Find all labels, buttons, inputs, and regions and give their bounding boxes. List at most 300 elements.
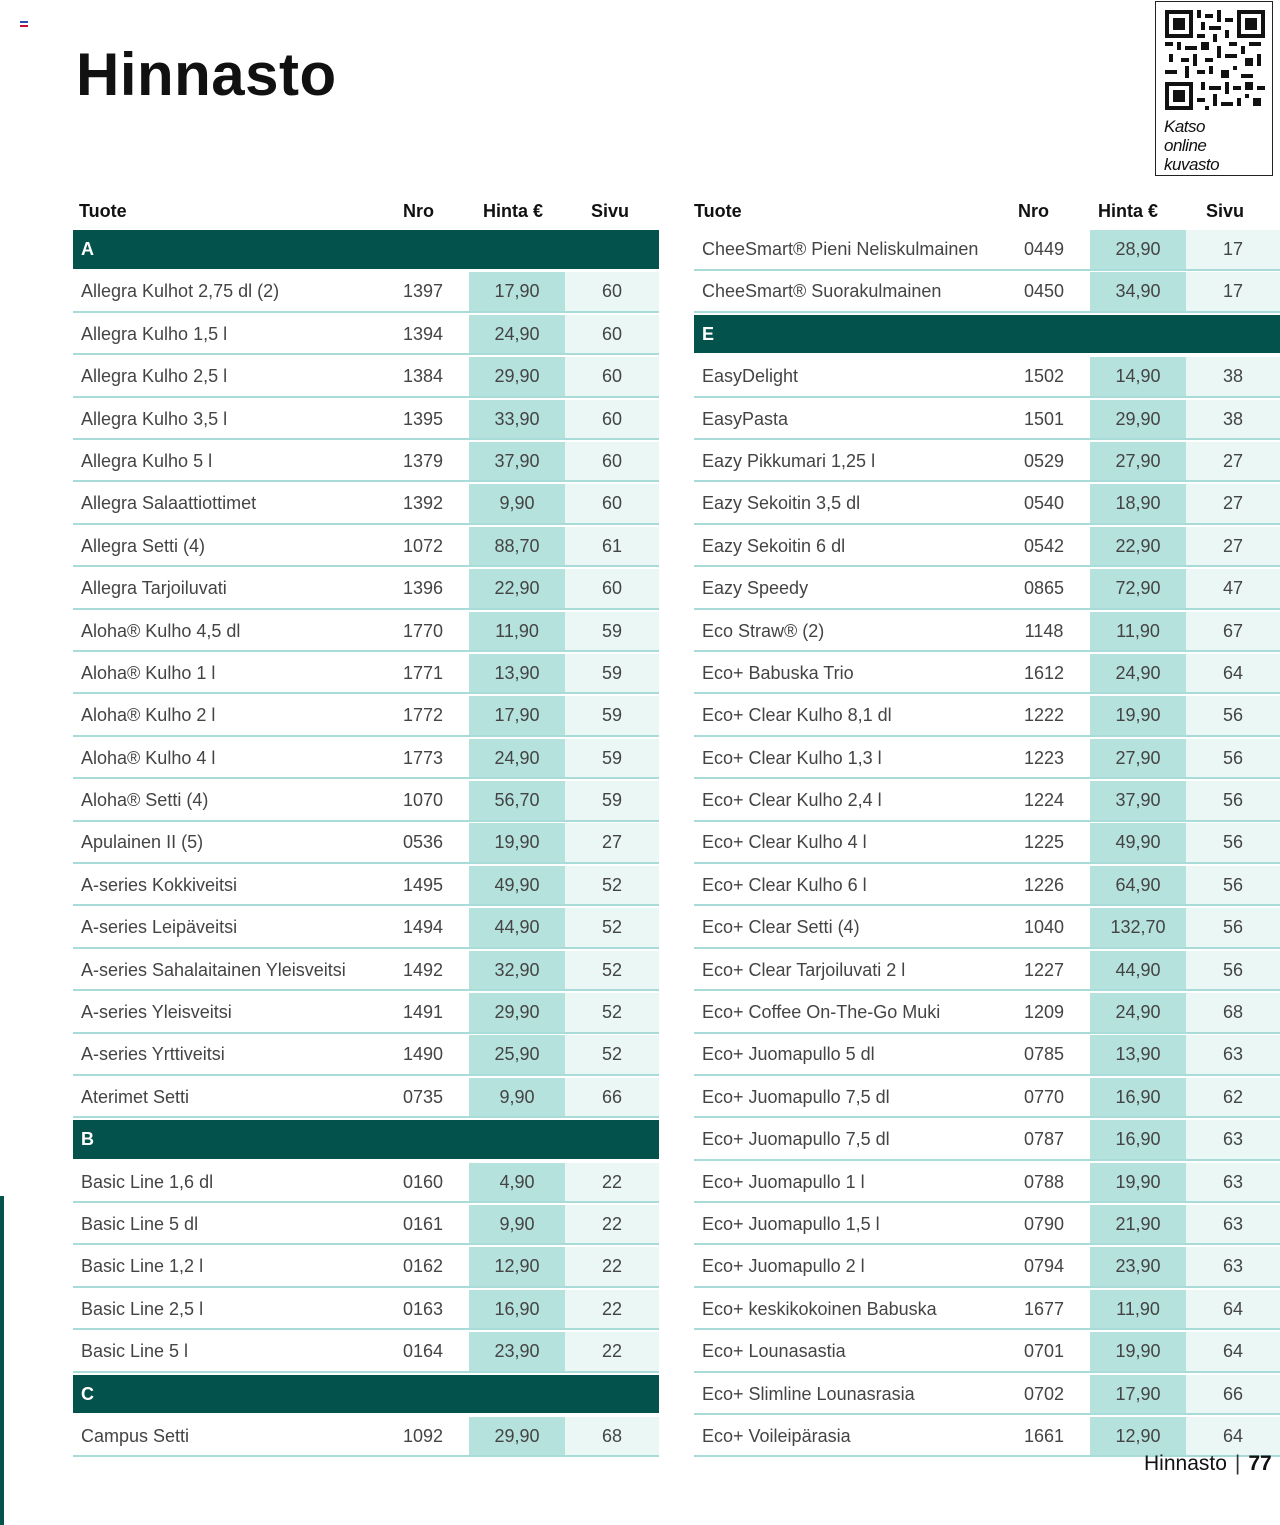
price-cell: 25,90 [469,1035,565,1074]
product-cell: A-series Yrttiveitsi [81,1044,225,1065]
price-cell: 49,90 [469,866,565,905]
product-cell: Eco+ Clear Setti (4) [702,917,860,938]
price-cell: 56,70 [469,781,565,820]
table-row [73,696,659,737]
qr-code-link[interactable] [1155,1,1273,176]
page-cell: 56 [1186,823,1280,862]
number-cell: 1227 [1023,959,1065,980]
price-cell: 13,90 [469,654,565,693]
section-letter: B [81,1129,94,1150]
page-cell: 59 [565,696,659,735]
product-cell: Eco+ Slimline Lounasrasia [702,1383,915,1404]
page-cell: 22 [565,1205,659,1244]
number-cell: 1392 [402,493,444,514]
product-cell: Allegra Kulho 1,5 l [81,323,228,344]
number-cell: 1397 [402,281,444,302]
header-page: Sivu [1206,201,1245,221]
product-cell: A-series Kokkiveitsi [81,874,238,895]
product-cell: Allegra Kulho 5 l [81,450,213,471]
page-cell: 56 [1186,781,1280,820]
table-row [694,993,1280,1034]
price-cell: 22,90 [469,569,565,608]
table-row [694,781,1280,822]
page-cell: 52 [565,951,659,990]
header-page: Sivu [591,201,630,221]
table-header [694,195,1280,230]
price-cell: 24,90 [1090,993,1186,1032]
table-row [73,654,659,695]
page-cell: 56 [1186,951,1280,990]
flag-icon [20,21,28,27]
number-cell: 0542 [1023,535,1065,556]
table-body [73,230,659,1457]
price-cell: 32,90 [469,951,565,990]
product-cell: Eco+ Babuska Trio [702,662,854,683]
number-cell: 0536 [402,832,444,853]
price-cell: 16,90 [1090,1120,1186,1159]
table-row [73,484,659,525]
page-cell: 22 [565,1247,659,1286]
page-cell: 61 [565,527,659,566]
product-cell: Basic Line 1,2 l [81,1256,204,1277]
number-cell: 1379 [402,450,444,471]
product-cell: Eazy Sekoitin 6 dl [702,535,846,556]
page-cell: 59 [565,654,659,693]
product-cell: Allegra Kulho 2,5 l [81,366,228,387]
section-letter: E [702,323,715,344]
number-cell: 1771 [402,662,444,683]
number-cell: 0788 [1023,1171,1065,1192]
table-row [73,612,659,653]
product-cell: CheeSmart® Pieni Neliskulmainen [702,239,979,259]
price-cell: 37,90 [469,442,565,481]
table-row [694,908,1280,949]
number-cell: 1070 [402,790,444,811]
section-header [73,1375,659,1414]
price-cell: 29,90 [469,1417,565,1456]
price-cell: 132,70 [1090,908,1186,947]
page-cell: 56 [1186,908,1280,947]
product-cell: Eco+ Coffee On-The-Go Muki [702,1002,941,1023]
price-cell: 19,90 [469,823,565,862]
table-row [694,1375,1280,1416]
table-row [694,1035,1280,1076]
product-cell: Eco+ Clear Kulho 2,4 l [702,790,882,811]
number-cell: 1209 [1023,1002,1065,1023]
number-cell: 1092 [402,1425,444,1446]
page-cell: 56 [1186,739,1280,778]
number-cell: 1384 [402,366,444,387]
price-cell: 11,90 [1090,1290,1186,1329]
product-cell: Eco+ Juomapullo 7,5 dl [702,1086,890,1107]
product-cell: Aloha® Kulho 4 l [81,747,216,768]
number-cell: 1395 [402,408,444,429]
page-title: Hinnasto [76,41,337,108]
price-cell: 17,90 [469,272,565,311]
price-cell: 22,90 [1090,527,1186,566]
number-cell: 0161 [402,1213,444,1234]
table-header [73,195,659,230]
table-row [694,1163,1280,1204]
price-cell: 49,90 [1090,823,1186,862]
number-cell: 1490 [402,1044,444,1065]
table-row [694,357,1280,398]
price-cell: 16,90 [469,1290,565,1329]
number-cell: 1040 [1023,917,1065,938]
product-cell: Eco+ Juomapullo 7,5 dl [702,1129,890,1150]
product-cell: Eco+ Voileipärasia [702,1425,851,1446]
price-cell: 44,90 [469,908,565,947]
page-cell: 66 [565,1078,659,1117]
page-cell: 59 [565,612,659,651]
table-row [73,272,659,313]
number-cell: 1501 [1023,408,1065,429]
table-row [73,1247,659,1288]
number-cell: 0790 [1023,1213,1065,1234]
product-cell: Allegra Kulhot 2,75 dl (2) [81,281,280,302]
page-cell: 47 [1186,569,1280,608]
number-cell: 0865 [1023,578,1065,599]
page-cell: 22 [565,1290,659,1329]
page-cell: 63 [1186,1205,1280,1244]
price-cell: 14,90 [1090,357,1186,396]
table-row [73,1332,659,1373]
product-cell: Eco+ Clear Kulho 6 l [702,874,867,895]
number-cell: 1661 [1023,1425,1065,1446]
number-cell: 1223 [1023,747,1065,768]
price-cell: 23,90 [1090,1247,1186,1286]
table-row [73,400,659,441]
header-price: Hinta € [483,201,544,221]
price-cell: 21,90 [1090,1205,1186,1244]
product-cell: Aterimet Setti [81,1086,190,1107]
number-cell: 1494 [402,917,444,938]
price-cell: 13,90 [1090,1035,1186,1074]
product-cell: Eazy Pikkumari 1,25 l [702,450,876,471]
price-cell: 28,90 [1090,230,1186,269]
table-row [694,484,1280,525]
product-cell: Eco+ Lounasastia [702,1341,846,1362]
product-cell: Aloha® Setti (4) [81,790,209,811]
number-cell: 1396 [402,578,444,599]
price-cell: 12,90 [1090,1417,1186,1456]
page-cell: 52 [565,866,659,905]
price-cell: 11,90 [1090,612,1186,651]
table-row [694,527,1280,568]
number-cell: 0702 [1023,1383,1065,1404]
price-cell: 29,90 [1090,400,1186,439]
section-letter: C [81,1383,94,1404]
price-cell: 27,90 [1090,739,1186,778]
table-row [694,1332,1280,1373]
edge-bar [0,1196,4,1525]
product-cell: EasyDelight [702,366,799,387]
product-cell: Basic Line 5 l [81,1341,189,1362]
product-cell: A-series Leipäveitsi [81,917,238,938]
price-cell: 4,90 [469,1163,565,1202]
table-row [694,230,1280,271]
qr-caption: Katso online kuvasto [1164,117,1220,174]
page-cell: 17 [1186,272,1280,311]
table-row [73,951,659,992]
product-cell: A-series Sahalaitainen Yleisveitsi [81,959,346,980]
number-cell: 0787 [1023,1129,1065,1150]
table-row [73,781,659,822]
product-cell: Allegra Setti (4) [81,535,206,556]
number-cell: 1491 [402,1002,444,1023]
product-cell: Eco+ Clear Kulho 4 l [702,832,867,853]
page-cell: 27 [1186,527,1280,566]
number-cell: 0529 [1023,450,1065,471]
number-cell: 0162 [402,1256,444,1277]
table-body [694,230,1280,1457]
page-cell: 64 [1186,1332,1280,1371]
table-row [694,951,1280,992]
table-row [73,823,659,864]
price-cell: 19,90 [1090,1163,1186,1202]
price-table-left [73,195,659,1459]
page-cell: 60 [565,272,659,311]
price-table-right [694,195,1280,1459]
table-row [694,400,1280,441]
table-row [73,315,659,356]
product-cell: Allegra Tarjoiluvati [81,578,227,599]
section-header [73,230,659,269]
number-cell: 1770 [402,620,444,641]
page-cell: 66 [1186,1375,1280,1414]
product-cell: Eco+ Juomapullo 2 l [702,1256,865,1277]
number-cell: 0785 [1023,1044,1065,1065]
price-cell: 29,90 [469,993,565,1032]
number-cell: 1148 [1024,620,1064,641]
number-cell: 0540 [1023,493,1065,514]
table-row [73,1078,659,1119]
table-row [694,272,1280,313]
table-row [694,442,1280,483]
price-cell: 72,90 [1090,569,1186,608]
table-row [694,1120,1280,1161]
page-cell: 64 [1186,1417,1280,1456]
page-cell: 63 [1186,1035,1280,1074]
table-row [694,612,1280,653]
product-cell: Eco Straw® (2) [702,620,825,641]
table-row [694,1290,1280,1331]
table-row [73,527,659,568]
table-row [694,654,1280,695]
number-cell: 1225 [1023,832,1065,853]
table-row [73,908,659,949]
page-cell: 63 [1186,1120,1280,1159]
price-cell: 33,90 [469,400,565,439]
price-cell: 29,90 [469,357,565,396]
number-cell: 1226 [1023,874,1065,895]
table-row [694,823,1280,864]
price-cell: 23,90 [469,1332,565,1371]
table-row [694,1247,1280,1288]
product-cell: Aloha® Kulho 1 l [81,662,216,683]
page-number: 77 [1248,1452,1272,1475]
price-cell: 9,90 [469,1078,565,1117]
product-cell: Eco+ Clear Kulho 8,1 dl [702,705,892,726]
page-cell: 38 [1186,400,1280,439]
table-row [73,442,659,483]
page-cell: 52 [565,993,659,1032]
price-cell: 19,90 [1090,1332,1186,1371]
price-cell: 24,90 [469,315,565,354]
page-cell: 60 [565,569,659,608]
table-row [694,739,1280,780]
header-product: Tuote [79,201,127,221]
product-cell: Campus Setti [81,1425,190,1446]
price-cell: 27,90 [1090,442,1186,481]
price-cell: 88,70 [469,527,565,566]
page-cell: 17 [1186,230,1280,269]
table-row [694,569,1280,610]
price-cell: 24,90 [1090,654,1186,693]
price-cell: 19,90 [1090,696,1186,735]
number-cell: 1492 [402,959,444,980]
product-cell: A-series Yleisveitsi [81,1002,232,1023]
product-cell: Basic Line 5 dl [81,1213,199,1234]
table-row [694,696,1280,737]
number-cell: 1677 [1023,1298,1065,1319]
table-row [73,739,659,780]
section-letter: A [81,239,94,259]
header-product: Tuote [694,201,742,221]
price-cell: 17,90 [1090,1375,1186,1414]
page-cell: 52 [565,908,659,947]
page-footer: Hinnasto | 77 [1144,1452,1272,1475]
header-price: Hinta € [1098,201,1159,221]
page-cell: 56 [1186,866,1280,905]
price-cell: 12,90 [469,1247,565,1286]
table-row [73,1163,659,1204]
page-cell: 68 [1186,993,1280,1032]
header-number: Nro [403,201,434,221]
number-cell: 1502 [1023,366,1065,387]
table-row [73,993,659,1034]
price-cell: 18,90 [1090,484,1186,523]
number-cell: 1495 [402,874,444,895]
product-cell: CheeSmart® Suorakulmainen [702,281,942,302]
product-cell: Eco+ Juomapullo 5 dl [702,1044,875,1065]
number-cell: 0770 [1023,1086,1065,1107]
price-cell: 37,90 [1090,781,1186,820]
table-row [73,357,659,398]
number-cell: 0701 [1023,1341,1065,1362]
number-cell: 1773 [402,747,444,768]
product-cell: Allegra Salaattiottimet [81,493,257,514]
number-cell: 0160 [402,1171,444,1192]
page-cell: 59 [565,739,659,778]
section-header [73,1120,659,1159]
product-cell: Eco+ Juomapullo 1 l [702,1171,865,1192]
page-cell: 56 [1186,696,1280,735]
price-cell: 24,90 [469,739,565,778]
product-cell: Eazy Speedy [702,578,809,599]
number-cell: 0735 [402,1086,444,1107]
price-cell: 9,90 [469,484,565,523]
price-cell: 17,90 [469,696,565,735]
table-row [73,1290,659,1331]
page-cell: 60 [565,357,659,396]
product-cell: Apulainen II (5) [81,832,204,853]
product-cell: Eazy Sekoitin 3,5 dl [702,493,861,514]
number-cell: 0163 [402,1298,444,1319]
price-cell: 64,90 [1090,866,1186,905]
product-cell: Basic Line 1,6 dl [81,1171,214,1192]
page-cell: 62 [1186,1078,1280,1117]
header-number: Nro [1018,201,1049,221]
page-cell: 27 [1186,442,1280,481]
page-cell: 27 [565,823,659,862]
page-cell: 64 [1186,654,1280,693]
page-cell: 59 [565,781,659,820]
product-cell: Basic Line 2,5 l [81,1298,204,1319]
product-cell: EasyPasta [702,408,789,429]
price-cell: 16,90 [1090,1078,1186,1117]
page-cell: 38 [1186,357,1280,396]
table-row [694,1205,1280,1246]
page-cell: 64 [1186,1290,1280,1329]
page-cell: 60 [565,442,659,481]
number-cell: 0794 [1023,1256,1065,1277]
number-cell: 0450 [1023,281,1065,302]
number-cell: 1224 [1023,790,1065,811]
product-cell: Eco+ Clear Kulho 1,3 l [702,747,882,768]
table-row [694,866,1280,907]
number-cell: 0449 [1023,239,1065,259]
product-cell: Aloha® Kulho 2 l [81,705,216,726]
table-row [73,569,659,610]
table-row [73,1417,659,1458]
table-row [73,1205,659,1246]
number-cell: 1072 [402,535,444,556]
section-header [694,315,1280,354]
price-cell: 34,90 [1090,272,1186,311]
number-cell: 1222 [1023,705,1065,726]
page-cell: 27 [1186,484,1280,523]
page-cell: 63 [1186,1163,1280,1202]
table-row [73,866,659,907]
page-cell: 60 [565,484,659,523]
price-cell: 9,90 [469,1205,565,1244]
page-cell: 68 [565,1417,659,1456]
page-cell: 63 [1186,1247,1280,1286]
table-row [73,1035,659,1076]
product-cell: Eco+ keskikokoinen Babuska [702,1298,937,1319]
page-cell: 60 [565,315,659,354]
page-cell: 67 [1186,612,1280,651]
price-cell: 11,90 [469,612,565,651]
number-cell: 0164 [402,1341,444,1362]
product-cell: Eco+ Clear Tarjoiluvati 2 l [702,959,906,980]
product-cell: Allegra Kulho 3,5 l [81,408,228,429]
price-cell: 44,90 [1090,951,1186,990]
product-cell: Eco+ Juomapullo 1,5 l [702,1213,880,1234]
page-cell: 60 [565,400,659,439]
number-cell: 1394 [402,323,444,344]
number-cell: 1772 [402,705,444,726]
qr-code-icon [1165,10,1265,110]
footer-label: Hinnasto [1144,1452,1227,1475]
table-row [694,1078,1280,1119]
page-cell: 22 [565,1332,659,1371]
number-cell: 1612 [1023,662,1065,683]
page-cell: 22 [565,1163,659,1202]
product-cell: Aloha® Kulho 4,5 dl [81,620,241,641]
page-cell: 52 [565,1035,659,1074]
